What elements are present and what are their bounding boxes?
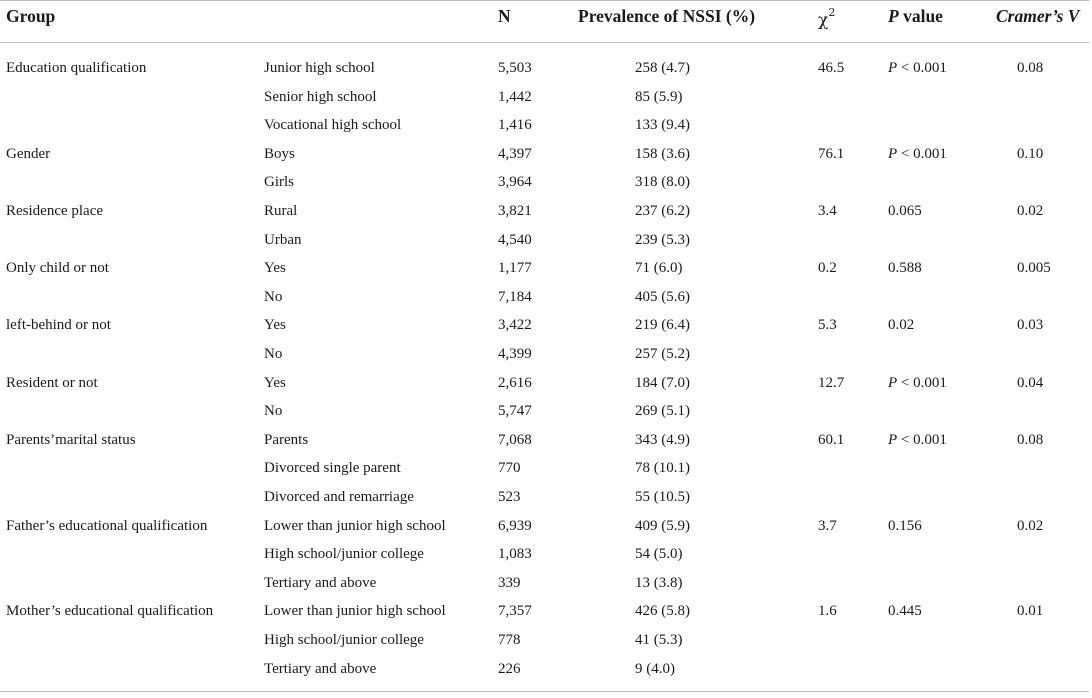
p-italic: P [888, 431, 898, 448]
table-row [0, 287, 1089, 316]
table-row [0, 544, 1089, 573]
p-value-cell [888, 201, 922, 221]
cramers-v-cell: 0.02 [1017, 203, 1044, 219]
prevalence-cell: 239 (5.3) [635, 231, 690, 248]
table-row [0, 258, 1089, 287]
prevalence-cell: 258 (4.7) [635, 60, 690, 76]
cramers-v-cell: 0.08 [1017, 431, 1044, 448]
subgroup-cell: Lower than junior high school [264, 603, 446, 620]
subgroup-cell: No [264, 346, 283, 362]
p-value-cell [888, 430, 947, 450]
table-row [0, 516, 1089, 545]
subgroup-cell: Boys [264, 145, 295, 162]
p-value-text: 0.588 [888, 260, 922, 277]
prevalence-cell: 71 (6.0) [635, 260, 683, 277]
p-value-cell [888, 58, 947, 78]
n-cell: 4,397 [498, 145, 532, 162]
table-row [0, 315, 1089, 344]
table-row [0, 573, 1089, 602]
subgroup-cell: High school/junior college [264, 546, 424, 563]
n-cell: 1,442 [498, 88, 532, 105]
prevalence-cell: 55 (10.5) [635, 489, 690, 505]
header-chi-square [818, 6, 835, 31]
table-row [0, 344, 1089, 373]
subgroup-cell: Parents [264, 431, 309, 448]
group-cell: Father’s educational qualification [6, 517, 208, 534]
prevalence-cell: 405 (5.6) [635, 288, 690, 305]
n-cell: 4,540 [498, 231, 532, 248]
table-row [0, 58, 1089, 87]
n-cell: 4,399 [498, 346, 532, 362]
prevalence-cell: 257 (5.2) [635, 346, 690, 362]
cramers-v-cell: 0.01 [1017, 603, 1044, 620]
header-p-value [888, 6, 943, 26]
prevalence-cell: 158 (3.6) [635, 145, 690, 162]
table-row [0, 601, 1089, 630]
prevalence-cell: 269 (5.1) [635, 403, 690, 420]
p-value-text: 0.445 [888, 603, 922, 620]
prevalence-cell: 133 (9.4) [635, 117, 690, 134]
header-group: Group [6, 6, 56, 26]
cramers-v-cell: 0.04 [1017, 374, 1044, 391]
prevalence-cell: 9 (4.0) [635, 660, 675, 677]
chi-square-cell: 3.7 [818, 517, 837, 534]
cramers-v-cell: 0.005 [1017, 260, 1051, 277]
bottom-rule [0, 691, 1089, 692]
subgroup-cell: Divorced and remarriage [264, 489, 414, 505]
group-cell: Mother’s educational qualification [6, 603, 214, 620]
group-cell: Residence place [6, 203, 104, 219]
table-row [0, 659, 1089, 688]
prevalence-cell: 85 (5.9) [635, 88, 683, 105]
group-cell: Resident or not [6, 374, 98, 391]
header-p-italic: P [888, 6, 899, 26]
subgroup-cell: Yes [264, 374, 286, 391]
subgroup-cell: Lower than junior high school [264, 517, 446, 534]
chi-square-cell: 0.2 [818, 260, 837, 277]
n-cell: 339 [498, 574, 521, 591]
p-italic: P [888, 60, 898, 76]
chi-exponent: 2 [828, 6, 836, 19]
top-rule [0, 0, 1089, 1]
table-row [0, 401, 1089, 430]
table-row [0, 373, 1089, 402]
p-value-text: < 0.001 [897, 374, 947, 391]
subgroup-cell: Urban [264, 231, 302, 248]
table-row [0, 144, 1089, 173]
prevalence-cell: 13 (3.8) [635, 574, 683, 591]
header-cramers-v: Cramer’s V [996, 6, 1080, 26]
p-italic: P [888, 374, 898, 391]
p-value-text: 0.156 [888, 517, 922, 534]
group-cell: left-behind or not [6, 317, 111, 334]
n-cell: 2,616 [498, 374, 532, 391]
table-row [0, 458, 1089, 487]
table-row [0, 630, 1089, 659]
prevalence-cell: 237 (6.2) [635, 203, 690, 219]
header-n: N [498, 6, 511, 26]
subgroup-cell: Tertiary and above [264, 660, 377, 677]
prevalence-cell: 409 (5.9) [635, 517, 690, 534]
subgroup-cell: Tertiary and above [264, 574, 377, 591]
subgroup-cell: Vocational high school [264, 117, 402, 134]
n-cell: 3,964 [498, 174, 532, 191]
p-value-cell [888, 373, 947, 393]
table-row [0, 115, 1089, 144]
cramers-v-cell: 0.08 [1017, 60, 1044, 76]
subgroup-cell: High school/junior college [264, 632, 424, 648]
subgroup-cell: Girls [264, 174, 294, 191]
n-cell: 5,503 [498, 60, 532, 76]
n-cell: 6,939 [498, 517, 532, 534]
chi-square-cell: 12.7 [818, 374, 845, 391]
subgroup-cell: Senior high school [264, 88, 377, 105]
n-cell: 3,422 [498, 317, 532, 334]
n-cell: 5,747 [498, 403, 532, 420]
subgroup-cell: Yes [264, 317, 286, 334]
cramers-v-cell: 0.02 [1017, 517, 1044, 534]
n-cell: 1,416 [498, 117, 532, 134]
subgroup-cell: Divorced single parent [264, 460, 401, 477]
p-value-cell [888, 516, 922, 536]
n-cell: 226 [498, 660, 521, 677]
chi-square-cell: 3.4 [818, 203, 837, 219]
subgroup-cell: Yes [264, 260, 286, 277]
p-value-cell [888, 144, 947, 164]
p-value-text: < 0.001 [897, 60, 947, 76]
prevalence-cell: 318 (8.0) [635, 174, 690, 191]
chi-square-cell: 46.5 [818, 60, 845, 76]
p-value-cell [888, 258, 922, 278]
n-cell: 523 [498, 489, 521, 505]
p-value-cell [888, 315, 914, 335]
header-rule [0, 42, 1089, 43]
prevalence-cell: 184 (7.0) [635, 374, 690, 391]
n-cell: 7,184 [498, 288, 532, 305]
n-cell: 3,821 [498, 203, 532, 219]
subgroup-cell: Junior high school [264, 60, 375, 76]
n-cell: 1,177 [498, 260, 532, 277]
group-cell: Gender [6, 145, 51, 162]
n-cell: 1,083 [498, 546, 532, 563]
p-italic: P [888, 145, 898, 162]
p-value-text: < 0.001 [897, 145, 947, 162]
p-value-text: 0.065 [888, 203, 922, 219]
group-cell: Education qualification [6, 60, 147, 76]
prevalence-cell: 219 (6.4) [635, 317, 690, 334]
p-value-text: 0.02 [888, 317, 915, 334]
n-cell: 770 [498, 460, 521, 477]
p-value-cell [888, 601, 922, 621]
prevalence-cell: 41 (5.3) [635, 632, 683, 648]
chi-square-cell: 5.3 [818, 317, 837, 334]
chi-square-cell: 76.1 [818, 145, 845, 162]
table-row [0, 172, 1089, 201]
subgroup-cell: Rural [264, 203, 298, 219]
table-row [0, 487, 1089, 516]
chi-square-cell: 1.6 [818, 603, 837, 620]
chi-square-cell: 60.1 [818, 431, 845, 448]
subgroup-cell: No [264, 403, 283, 420]
prevalence-cell: 78 (10.1) [635, 460, 690, 477]
prevalence-cell: 343 (4.9) [635, 431, 690, 448]
n-cell: 778 [498, 632, 521, 648]
n-cell: 7,068 [498, 431, 532, 448]
table-row [0, 201, 1089, 230]
table-row [0, 230, 1089, 259]
prevalence-cell: 426 (5.8) [635, 603, 690, 620]
group-cell: Parents’marital status [6, 431, 136, 448]
table-row [0, 87, 1089, 116]
cramers-v-cell: 0.10 [1017, 145, 1044, 162]
header-prevalence: Prevalence of NSSI (%) [578, 6, 756, 26]
n-cell: 7,357 [498, 603, 532, 620]
header-p-rest: value [898, 6, 943, 26]
chi-symbol: χ [818, 10, 829, 31]
cramers-v-cell: 0.03 [1017, 317, 1044, 334]
prevalence-cell: 54 (5.0) [635, 546, 683, 563]
group-cell: Only child or not [6, 260, 109, 277]
subgroup-cell: No [264, 288, 283, 305]
table-row [0, 430, 1089, 459]
p-value-text: < 0.001 [897, 431, 947, 448]
